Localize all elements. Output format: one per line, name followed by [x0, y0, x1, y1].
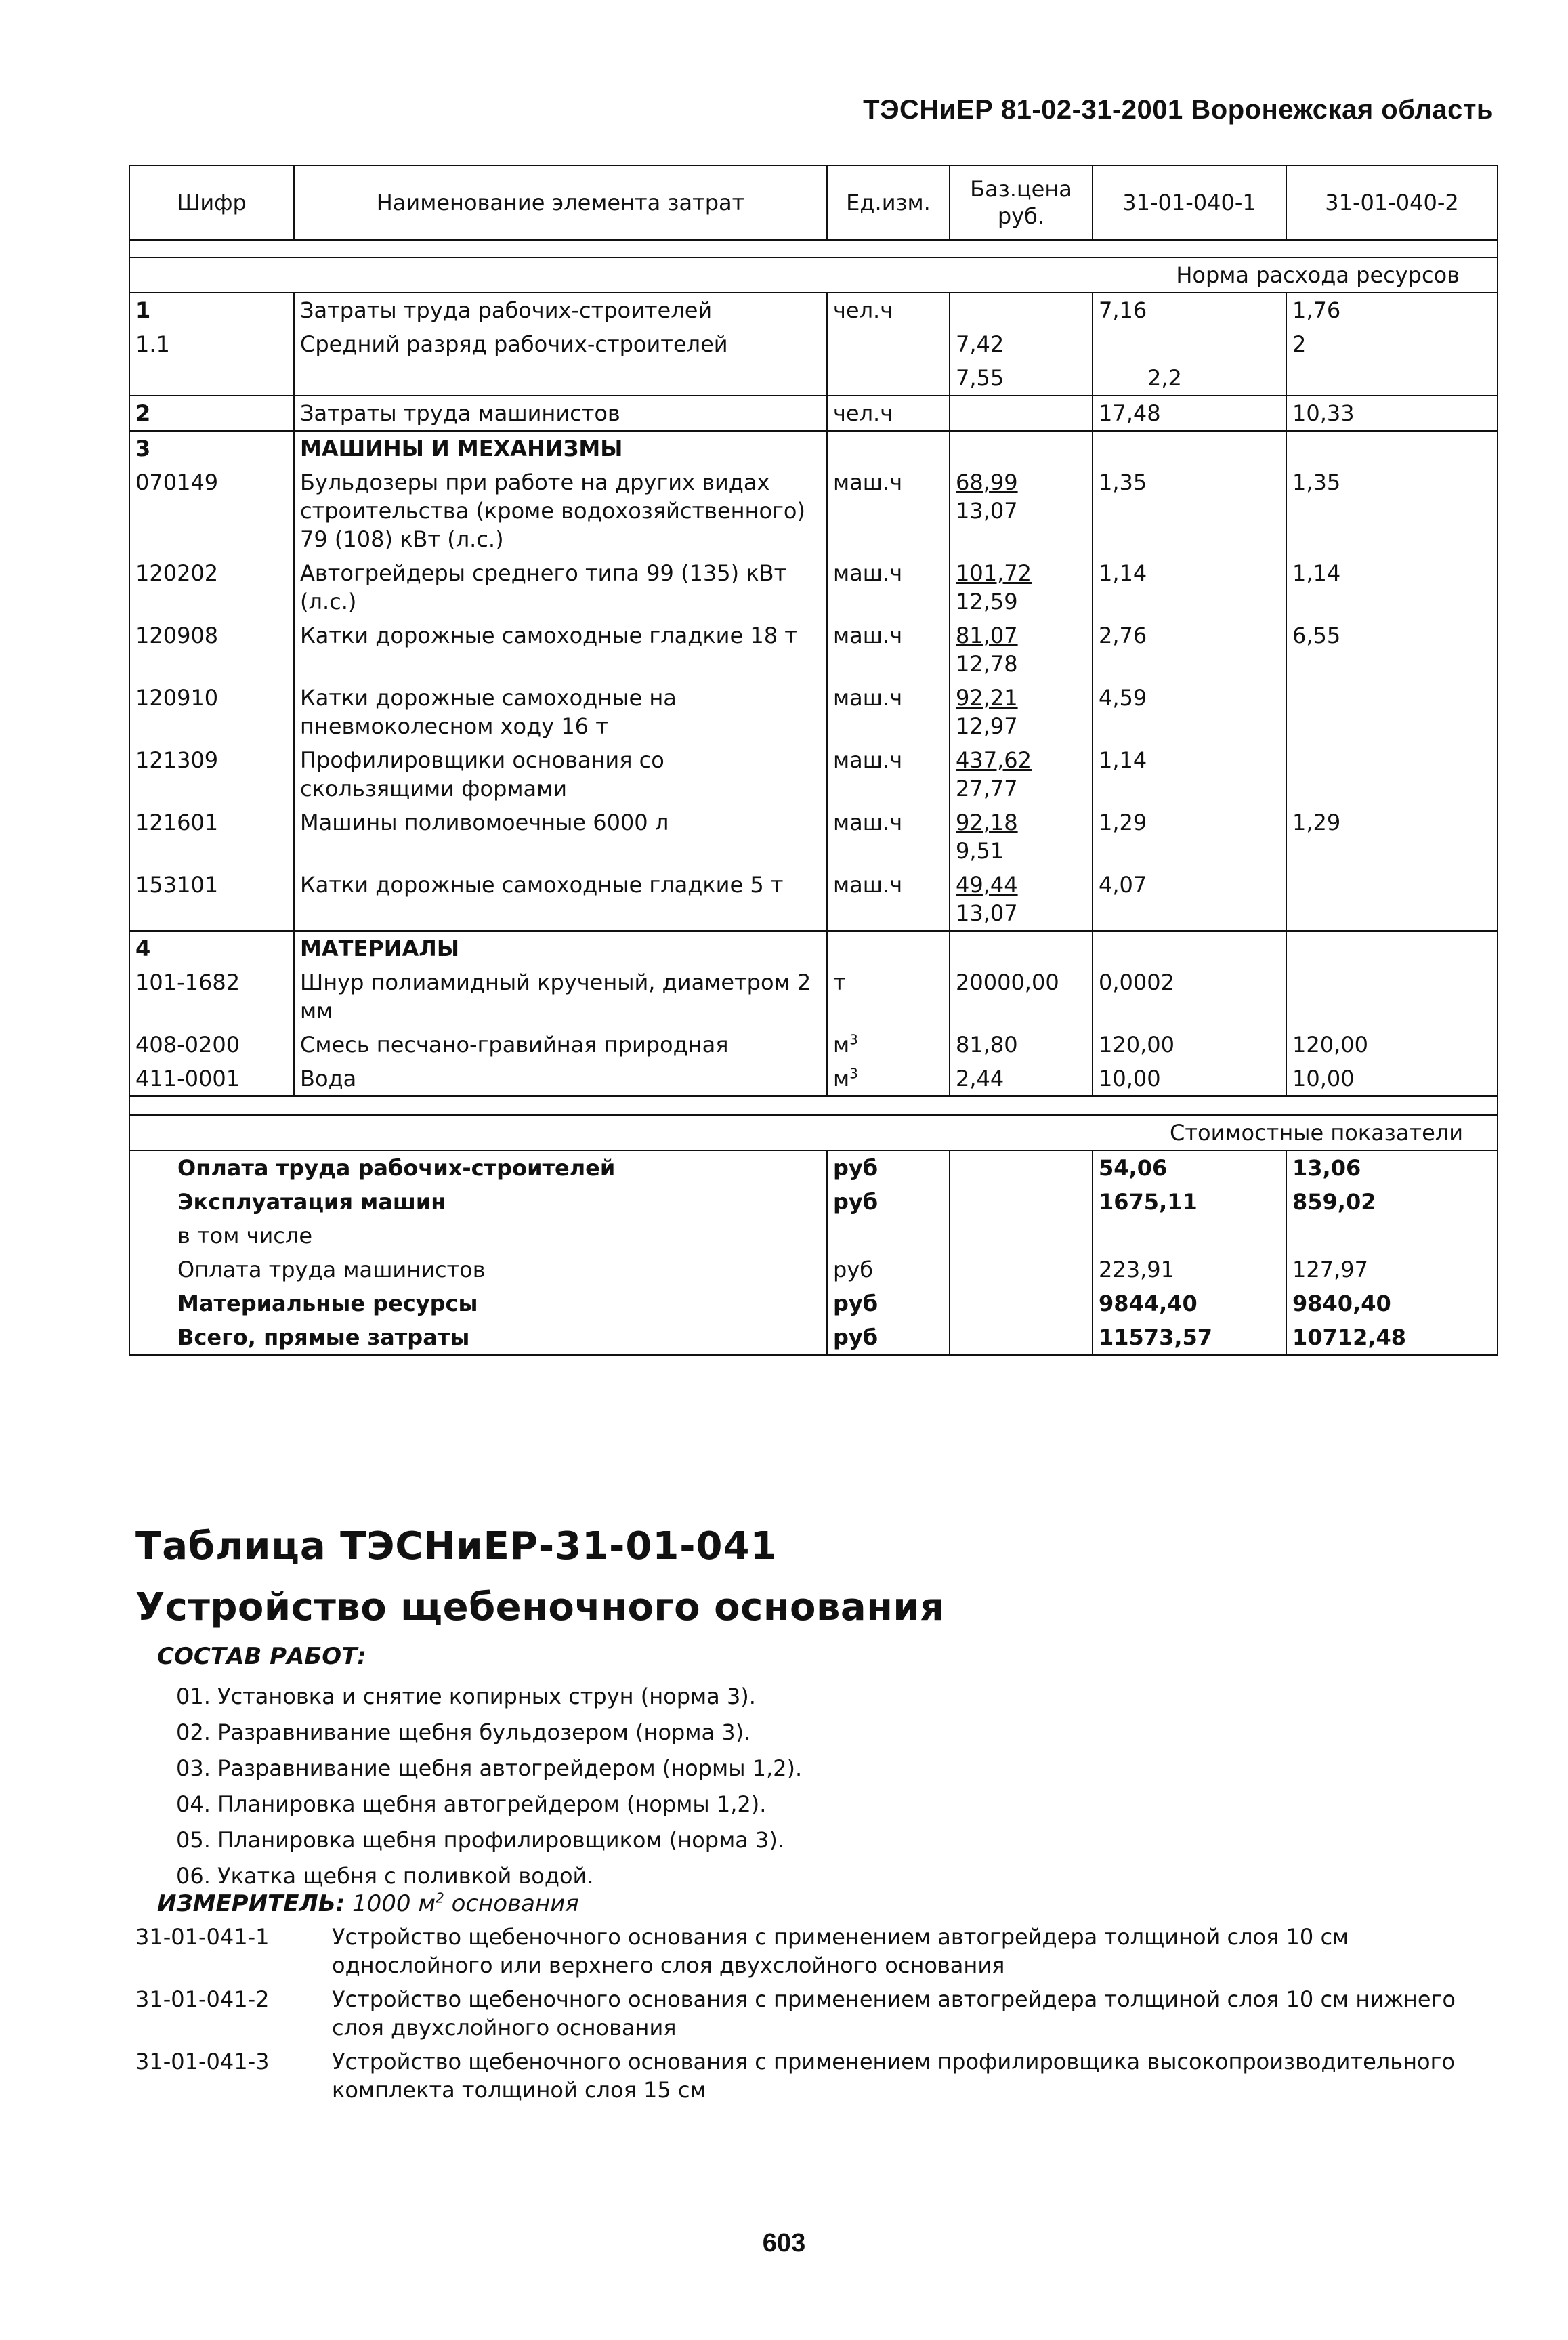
norm-code: 31-01-041-2 — [135, 1986, 270, 2012]
table-row — [129, 465, 1498, 556]
table-row — [129, 396, 1498, 431]
summary-unit: руб — [827, 1253, 950, 1287]
row-v2: 120,00 — [1286, 1028, 1498, 1062]
row-unit: $м^3$ — [827, 1062, 950, 1096]
section-subtitle: Устройство щебеночного основания — [135, 1585, 945, 1629]
row-name: Смесь песчано-гравийная природная — [294, 1028, 827, 1062]
row-price: 92,21 12,97 — [950, 681, 1093, 743]
summary-v2: 9840,40 — [1286, 1287, 1498, 1320]
table-row — [129, 293, 1498, 327]
col-header-040-1: 31-01-040-1 — [1093, 165, 1286, 240]
row-v2: 10,00 — [1286, 1062, 1498, 1096]
col-header-price: Баз.цена руб. — [950, 165, 1093, 240]
measure-value: 1000 м — [352, 1890, 436, 1917]
row-price: 437,62 27,77 — [950, 743, 1093, 806]
row-v2: 1,29 — [1286, 806, 1498, 868]
row-price: 20000,00 — [950, 965, 1093, 1028]
measure-line: ИЗМЕРИТЕЛЬ: 1000 $м^2$ основания — [157, 1889, 579, 1917]
section-table-title: Таблица ТЭСНиЕР-31-01-041 — [135, 1524, 778, 1568]
row-v1: 17,48 — [1093, 396, 1286, 431]
row-code: 101-1682 — [129, 965, 294, 1028]
section-title: МАТЕРИАЛЫ — [294, 931, 827, 965]
list-item: 04. Планировка щебня автогрейдером (нормы 1,2). — [176, 1791, 767, 1817]
row-code: 120908 — [129, 619, 294, 681]
row-price: 81,80 — [950, 1028, 1093, 1062]
list-item: 02. Разравнивание щебня бульдозером (норма 3). — [176, 1719, 751, 1745]
list-item: 05. Планировка щебня профилировщиком (норма 3). — [176, 1827, 785, 1853]
row-unit: чел.ч — [827, 396, 950, 431]
row-v2: 1,14 — [1286, 556, 1498, 619]
row-v1: 10,00 — [1093, 1062, 1286, 1096]
row-code: 120202 — [129, 556, 294, 619]
row-price — [950, 293, 1093, 327]
table-row — [129, 965, 1498, 1028]
row-unit: маш.ч — [827, 806, 950, 868]
row-price: 68,99 13,07 — [950, 465, 1093, 556]
row-v1: 4,59 — [1093, 681, 1286, 743]
works-label: СОСТАВ РАБОТ: — [157, 1643, 366, 1670]
row-name: Машины поливомоечные 6000 л — [294, 806, 827, 868]
row-v2: 10,33 — [1286, 396, 1498, 431]
row-code: 120910 — [129, 681, 294, 743]
row-name: Катки дорожные самоходные на пневмоколесном ходу 16 т — [294, 681, 827, 743]
resource-table — [129, 165, 1498, 1356]
summary-name: Материальные ресурсы — [129, 1287, 827, 1320]
row-v1: 1,14 — [1093, 743, 1286, 806]
row-v1: 7,16 — [1093, 293, 1286, 327]
summary-name: Оплата труда рабочих-строителей — [129, 1150, 827, 1185]
row-price: 49,44 13,07 — [950, 868, 1093, 931]
row-unit: маш.ч — [827, 681, 950, 743]
summary-unit: руб — [827, 1185, 950, 1219]
table-header-row — [129, 165, 1498, 240]
summary-name: Эксплуатация машин — [129, 1185, 827, 1219]
row-v2: 1,76 — [1286, 293, 1498, 327]
row-price: 101,72 12,59 — [950, 556, 1093, 619]
page-number: 603 — [762, 2229, 806, 2257]
summary-v2: 13,06 — [1286, 1150, 1498, 1185]
row-code: 1 — [129, 293, 294, 327]
row-v1: 2,2 — [1093, 361, 1286, 396]
summary-unit: руб — [827, 1287, 950, 1320]
list-item — [135, 1985, 1490, 2042]
col-header-040-2: 31-01-040-2 — [1286, 165, 1498, 240]
table-row — [129, 681, 1498, 743]
norm-description: Устройство щебеночного основания с применением автогрейдера толщиной слоя 10 см нижнего слоя двухслойного основания — [332, 1986, 1456, 2041]
summary-v1: 9844,40 — [1093, 1287, 1286, 1320]
row-v1: 1,29 — [1093, 806, 1286, 868]
row-v2 — [1286, 681, 1498, 743]
summary-v1: 223,91 — [1093, 1253, 1286, 1287]
section-row — [129, 431, 1498, 465]
row-unit: маш.ч — [827, 556, 950, 619]
summary-name: в том числе — [129, 1219, 827, 1253]
row-unit: маш.ч — [827, 465, 950, 556]
row-code: 121601 — [129, 806, 294, 868]
norm-code: 31-01-041-1 — [135, 1924, 270, 1950]
row-code: 2 — [129, 396, 294, 431]
row-name: Вода — [294, 1062, 827, 1096]
row-v1: 4,07 — [1093, 868, 1286, 931]
summary-v2: 127,97 — [1286, 1253, 1498, 1287]
cost-label: Стоимостные показатели — [1170, 1120, 1463, 1146]
page-header: ТЭСНиЕР 81-02-31-2001 Воронежская область — [863, 95, 1493, 125]
norm-label-row — [129, 257, 1498, 293]
norm-description: Устройство щебеночного основания с применением автогрейдера толщиной слоя 10 см однослойного или верхнего слоя двухслойного основания — [332, 1924, 1349, 1978]
col-header-name: Наименование элемента затрат — [294, 165, 827, 240]
row-name: Шнур полиамидный крученый, диаметром 2 мм — [294, 965, 827, 1028]
cost-label-row — [129, 1115, 1498, 1150]
norm-label: Норма расхода ресурсов — [1176, 262, 1460, 288]
norm-description: Устройство щебеночного основания с применением профилировщика высокопроизводительного комплекта толщиной слоя 15 см — [332, 2049, 1455, 2103]
row-price: 81,07 12,78 — [950, 619, 1093, 681]
row-v1 — [1093, 327, 1286, 361]
row-name: Затраты труда рабочих-строителей — [294, 293, 827, 327]
row-code: 121309 — [129, 743, 294, 806]
row-code: 3 — [129, 431, 294, 465]
summary-v2: 859,02 — [1286, 1185, 1498, 1219]
table-row — [129, 806, 1498, 868]
row-price: 7,42 — [950, 327, 1093, 361]
table-row — [129, 619, 1498, 681]
row-unit: маш.ч — [827, 868, 950, 931]
summary-row — [129, 1320, 1498, 1355]
row-v2 — [1286, 965, 1498, 1028]
norm-code: 31-01-041-3 — [135, 2049, 270, 2074]
row-name: Катки дорожные самоходные гладкие 18 т — [294, 619, 827, 681]
list-item: 03. Разравнивание щебня автогрейдером (нормы 1,2). — [176, 1755, 803, 1781]
row-name: Автогрейдеры среднего типа 99 (135) кВт (л.с.) — [294, 556, 827, 619]
list-item: 06. Укатка щебня с поливкой водой. — [176, 1863, 594, 1889]
row-unit: $м^3$ — [827, 1028, 950, 1062]
row-name: Средний разряд рабочих-строителей — [294, 327, 827, 361]
summary-row — [129, 1287, 1498, 1320]
summary-name: Оплата труда машинистов — [129, 1253, 827, 1287]
row-v2 — [1286, 868, 1498, 931]
row-v1: 2,76 — [1093, 619, 1286, 681]
summary-unit: руб — [827, 1150, 950, 1185]
row-price — [950, 396, 1093, 431]
row-v2: 6,55 — [1286, 619, 1498, 681]
row-v1: 1,14 — [1093, 556, 1286, 619]
summary-row — [129, 1219, 1498, 1253]
table-row — [129, 743, 1498, 806]
row-name: Бульдозеры при работе на других видах строительства (кроме водохозяйственного) 79 (108) кВт (л.с.) — [294, 465, 827, 556]
works-list — [176, 1679, 802, 1894]
row-unit: т — [827, 965, 950, 1028]
row-code: 153101 — [129, 868, 294, 931]
measure-label: ИЗМЕРИТЕЛЬ: — [157, 1890, 345, 1917]
summary-v2: 10712,48 — [1286, 1320, 1498, 1355]
list-item: 01. Установка и снятие копирных струн (норма 3). — [176, 1684, 756, 1709]
row-v2: 2 — [1286, 327, 1498, 361]
table-row — [129, 1028, 1498, 1062]
section-row — [129, 931, 1498, 965]
summary-row — [129, 1185, 1498, 1219]
list-item — [135, 1923, 1490, 1980]
list-item — [135, 2047, 1490, 2104]
summary-v1: 11573,57 — [1093, 1320, 1286, 1355]
row-name: Профилировщики основания со скользящими формами — [294, 743, 827, 806]
row-code: 411-0001 — [129, 1062, 294, 1096]
norm-codes — [135, 1923, 1490, 2110]
table-row — [129, 361, 1498, 396]
row-code: 070149 — [129, 465, 294, 556]
row-price: 92,18 9,51 — [950, 806, 1093, 868]
row-unit: чел.ч — [827, 293, 950, 327]
row-v2 — [1286, 743, 1498, 806]
col-header-unit: Ед.изм. — [827, 165, 950, 240]
table-row — [129, 556, 1498, 619]
summary-row — [129, 1253, 1498, 1287]
section-title: МАШИНЫ И МЕХАНИЗМЫ — [294, 431, 827, 465]
row-name: Затраты труда машинистов — [294, 396, 827, 431]
row-unit — [827, 327, 950, 361]
row-v1: 0,0002 — [1093, 965, 1286, 1028]
summary-row — [129, 1150, 1498, 1185]
row-name: Катки дорожные самоходные гладкие 5 т — [294, 868, 827, 931]
row-code: 4 — [129, 931, 294, 965]
table-row — [129, 868, 1498, 931]
row-code: 408-0200 — [129, 1028, 294, 1062]
table-row — [129, 327, 1498, 361]
summary-v1: 54,06 — [1093, 1150, 1286, 1185]
row-unit: маш.ч — [827, 619, 950, 681]
row-price: 2,44 — [950, 1062, 1093, 1096]
summary-unit: руб — [827, 1320, 950, 1355]
row-v1: 120,00 — [1093, 1028, 1286, 1062]
row-price: 7,55 — [950, 361, 1093, 396]
row-v1: 1,35 — [1093, 465, 1286, 556]
col-header-code: Шифр — [129, 165, 294, 240]
table-row — [129, 1062, 1498, 1096]
summary-name: Всего, прямые затраты — [129, 1320, 827, 1355]
measure-rest: основания — [451, 1890, 579, 1917]
row-unit: маш.ч — [827, 743, 950, 806]
summary-v1: 1675,11 — [1093, 1185, 1286, 1219]
row-code: 1.1 — [129, 327, 294, 361]
row-v2: 1,35 — [1286, 465, 1498, 556]
